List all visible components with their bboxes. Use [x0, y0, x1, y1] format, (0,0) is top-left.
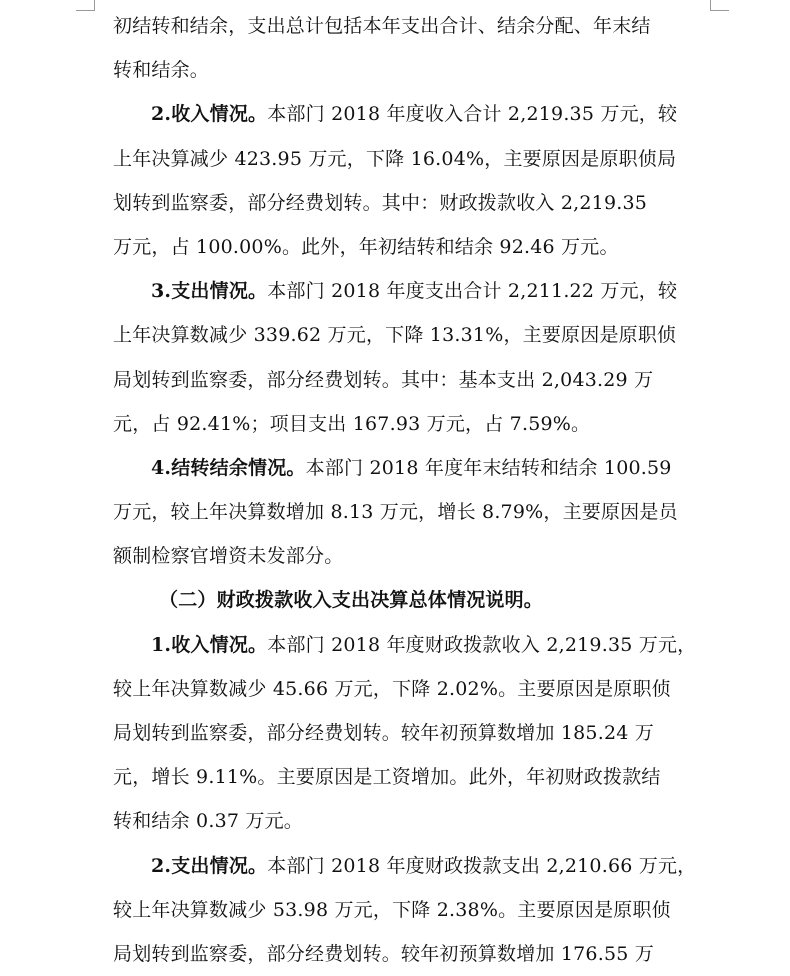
text-line [113, 623, 703, 667]
text-line [113, 269, 703, 313]
text-line: 万元，占 100.00%。此外，年初结转和结余 92.46 万元。 [113, 235, 619, 258]
text-line: 万元，较上年决算数增加 8.13 万元，增长 8.79%，主要原因是员 [113, 501, 678, 524]
right-margin-corner-mark [710, 0, 729, 11]
paragraph-text: 本部门 2018 年度财政拨款收入 2,219.35 万元， [267, 633, 697, 656]
text-line: 额制检察官增资未发部分。 [113, 545, 344, 568]
text-line: 局划转到监察委，部分经费划转。其中：基本支出 2,043.29 万 [113, 368, 654, 391]
paragraph-heading: 2.支出情况。 [151, 854, 268, 877]
text-line: 上年决算减少 423.95 万元，下降 16.04%，主要原因是原职侦局 [113, 147, 677, 170]
text-line: 较上年决算数减少 53.98 万元，下降 2.38%。主要原因是原职侦 [113, 898, 671, 921]
text-line: 局划转到监察委，部分经费划转。较年初预算数增加 176.55 万 [113, 942, 654, 965]
text-line: 上年决算数减少 339.62 万元，下降 13.31%，主要原因是原职侦 [113, 324, 677, 347]
document-body [113, 4, 703, 976]
paragraph-carryover-balance [113, 446, 703, 579]
text-line: 划转到监察委，部分经费划转。其中：财政拨款收入 2,219.35 [113, 191, 648, 214]
paragraph-text: 本部门 2018 年度财政拨款支出 2,210.66 万元， [267, 854, 697, 877]
text-line: 初结转和结余，支出总计包括本年支出合计、结余分配、年末结 [113, 15, 651, 37]
paragraph-text: 本部门 2018 年度支出合计 2,211.22 万元，较 [267, 280, 678, 303]
left-margin-corner-mark [76, 0, 95, 11]
paragraph-fiscal-expenditure [113, 844, 703, 976]
text-line: 转和结余 0.37 万元。 [113, 810, 303, 833]
text-line [113, 844, 703, 888]
text-line [113, 446, 703, 490]
paragraph-expenditure [113, 269, 703, 446]
text-line: 转和结余。 [113, 59, 210, 82]
text-line: 局划转到监察委，部分经费划转。较年初预算数增加 185.24 万 [113, 722, 654, 744]
paragraph-total-explanation-continued [113, 4, 703, 92]
paragraph-income [113, 92, 703, 269]
text-line: 元，增长 9.11%。主要原因是工资增加。此外，年初财政拨款结 [113, 766, 661, 789]
paragraph-fiscal-income [113, 623, 703, 844]
paragraph-heading: 1.收入情况。 [151, 633, 268, 656]
paragraph-heading: 3.支出情况。 [151, 280, 268, 303]
paragraph-heading: 2.收入情况。 [151, 103, 268, 126]
paragraph-heading: 4.结转结余情况。 [151, 456, 306, 479]
text-line [113, 92, 703, 136]
section-title: （二）财政拨款收入支出决算总体情况说明。 [159, 589, 544, 612]
text-line: 元，占 92.41%；项目支出 167.93 万元，占 7.59%。 [113, 412, 591, 435]
paragraph-text: 本部门 2018 年度年末结转和结余 100.59 [305, 456, 672, 479]
paragraph-text: 本部门 2018 年度收入合计 2,219.35 万元，较 [267, 103, 678, 126]
text-line: 较上年决算数减少 45.66 万元，下降 2.02%。主要原因是原职侦 [113, 677, 671, 700]
